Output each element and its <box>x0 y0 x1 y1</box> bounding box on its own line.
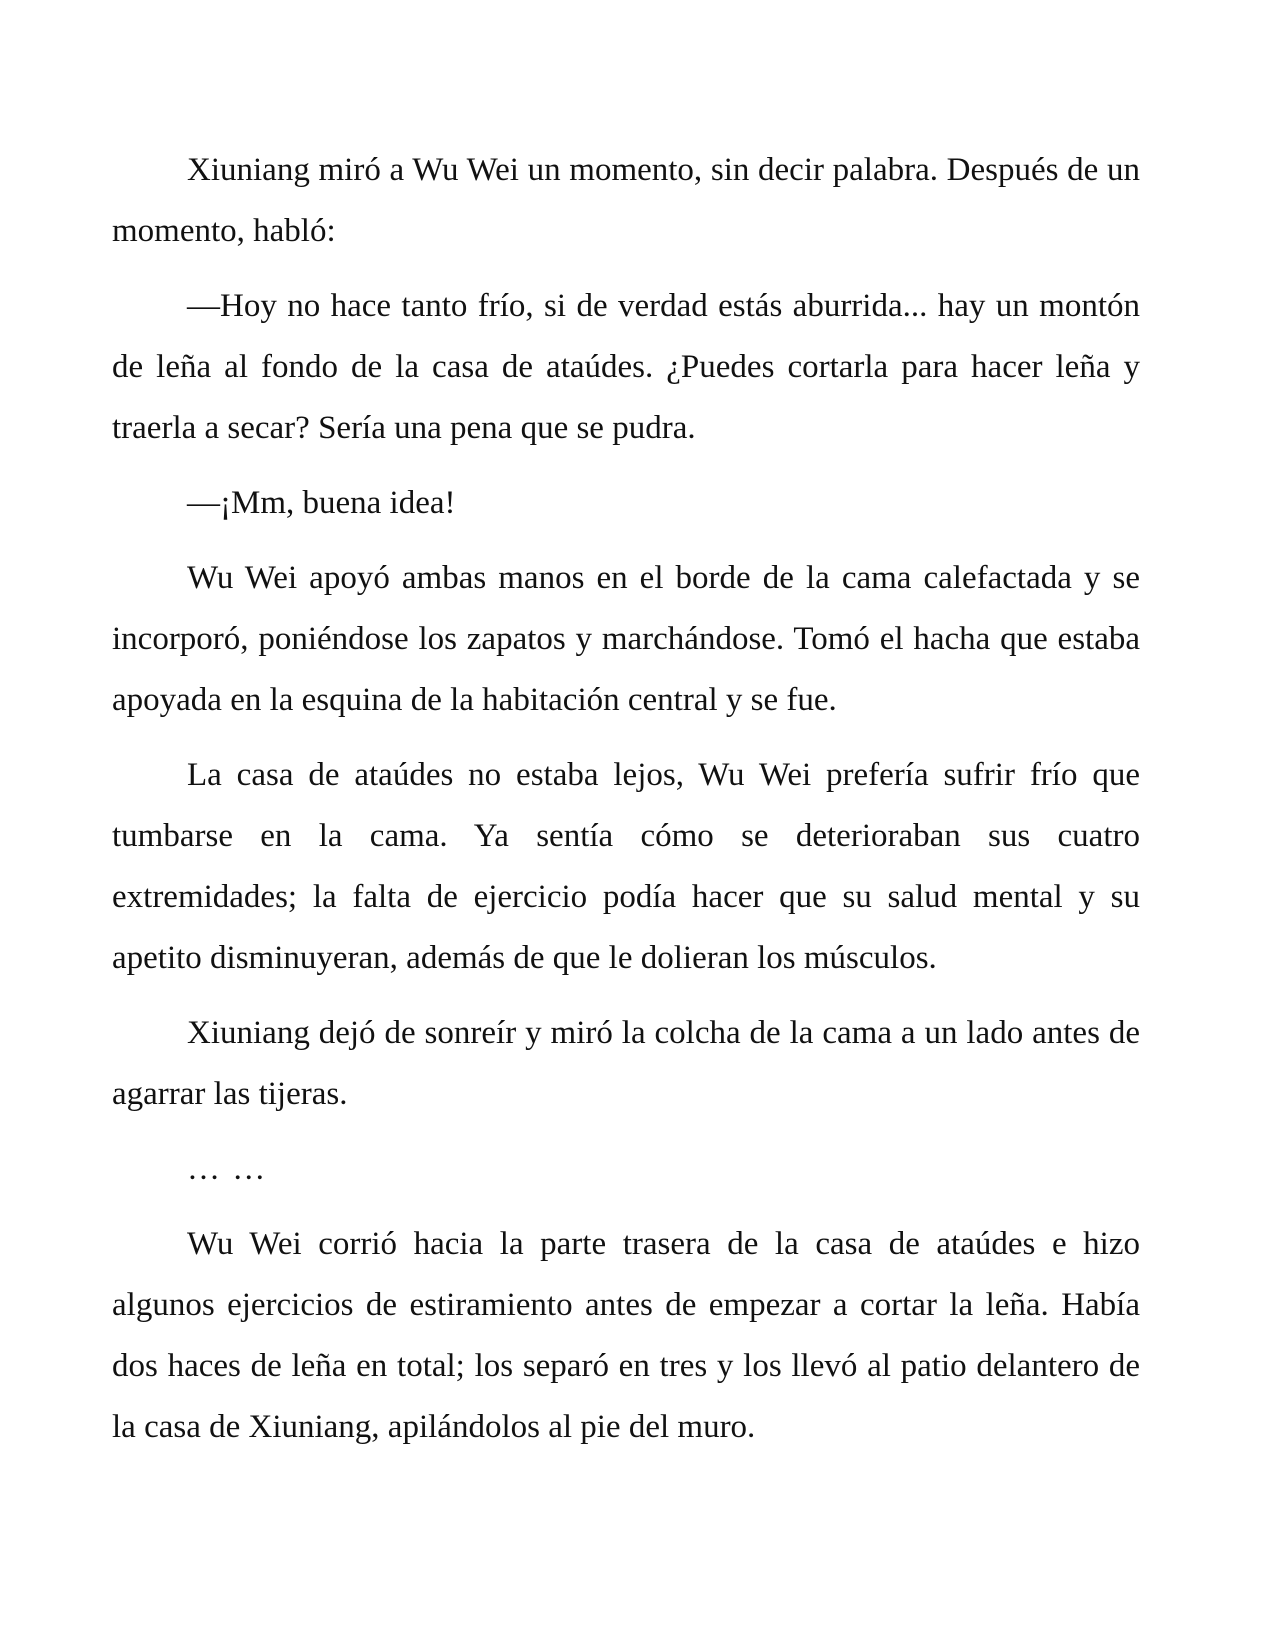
paragraph: La casa de ataúdes no estaba lejos, Wu Wei prefería sufrir frío que tumbarse en la cama. Ya sentía cómo se deterioraban sus cuatro extremidades; la falta de ejercicio podía hacer que su salud mental y su apetito disminuyeran, además de que le dolieran los músculos. <box>112 757 1140 976</box>
paragraph: Wu Wei apoyó ambas manos en el borde de la cama calefactada y se incorporó, poniéndose los zapatos y marchándose. Tomó el hacha que estaba apoyada en la esquina de la habitación central y se fue. <box>112 560 1140 718</box>
document-page <box>112 140 1140 1472</box>
paragraph: Wu Wei corrió hacia la parte trasera de la casa de ataúdes e hizo algunos ejercicios de estiramiento antes de empezar a cortar la leña. Había dos haces de leña en total; los separó en tres y los llevó al patio delantero de la casa de Xiuniang, apilándolos al pie del muro. <box>112 1226 1140 1445</box>
paragraph: Xiuniang dejó de sonreír y miró la colcha de la cama a un lado antes de agarrar las tijeras. <box>112 1015 1140 1112</box>
paragraph: —¡Mm, buena idea! <box>187 485 456 521</box>
paragraph: —Hoy no hace tanto frío, si de verdad estás aburrida... hay un montón de leña al fondo de la casa de ataúdes. ¿Puedes cortarla para hacer leña y traerla a secar? Sería una pena que se pudra. <box>112 288 1140 446</box>
scene-separator: … … <box>187 1151 268 1187</box>
paragraph: Xiuniang miró a Wu Wei un momento, sin decir palabra. Después de un momento, habló: <box>112 152 1140 249</box>
